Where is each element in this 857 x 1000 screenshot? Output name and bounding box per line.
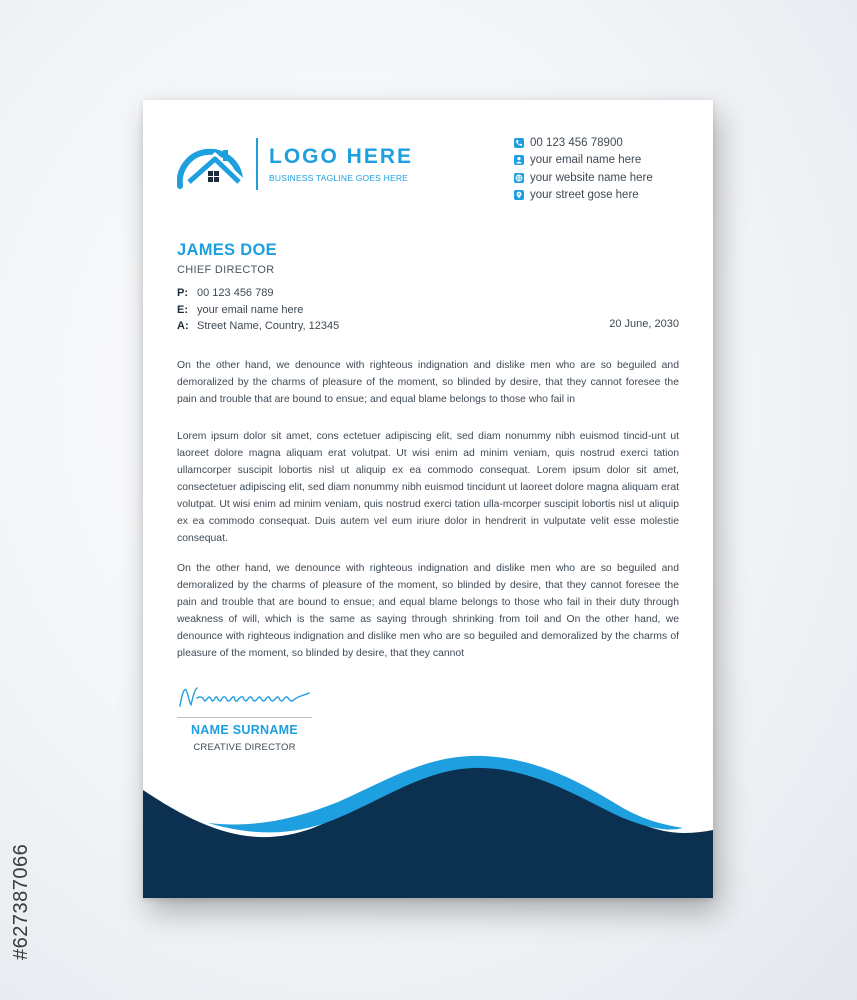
signatory-title: CREATIVE DIRECTOR — [193, 742, 296, 753]
sender-name: JAMES DOE — [177, 241, 277, 259]
sender-contact-details — [177, 287, 339, 337]
contact-address — [514, 187, 704, 205]
body-paragraph-3: On the other hand, we denounce with righteous indignation and dislike men who are so beguiled and demoralized by the charms of pleasure of the moment, so blinded by desire, that they cannot foresee the pain and trouble that are bound to ensue; and equal blame belongs to those who fail in their duty through weakness of will, which is the same as saying through shrinking from toil and On the other hand, we denounce with righteous indignation and dislike men who are so beguiled and demoralized by the charms of pleasure of the moment, so blinded by desire, that they cannot — [177, 563, 679, 659]
stock-id-text: #627387066 — [10, 843, 32, 960]
contact-phone — [514, 134, 704, 152]
phone-icon — [514, 138, 524, 148]
stock-id-label — [10, 760, 40, 960]
sender-address-row — [177, 320, 339, 337]
sender-phone-value: 00 123 456 789 — [197, 287, 274, 299]
sender-email-key: E: — [177, 303, 188, 316]
logo-title: LOGO HERE — [269, 145, 414, 168]
logo-tagline: BUSINESS TAGLINE GOES HERE — [269, 173, 409, 183]
handwritten-signature — [177, 684, 312, 712]
sender-role: CHIEF DIRECTOR — [177, 264, 275, 276]
contact-email — [514, 152, 704, 170]
letterhead-page — [143, 100, 713, 898]
contact-website — [514, 169, 704, 187]
signatory-name: NAME SURNAME — [190, 723, 299, 737]
signature-line — [177, 717, 312, 718]
globe-icon — [514, 173, 524, 183]
sender-email-row — [177, 304, 339, 321]
letter-date: 20 June, 2030 — [609, 318, 679, 330]
user-icon — [514, 155, 524, 165]
location-pin-icon — [514, 190, 524, 200]
sender-email-value: your email name here — [197, 303, 304, 316]
body-paragraph-2: Lorem ipsum dolor sit amet, cons ectetuer adipiscing elit, sed diam nonummy nibh euismod tincid-unt ut laoreet dolore magna aliquam erat volutpat. Ut wisi enim ad minim veniam, quis nostrud exerci tation ullamcorper suscipit lobortis nisl ut aliquip ex ea commodo consequat. Lorem ipsum dolor sit amet, consectetuer adipiscing elit, sed diam nonummy nibh euismod tincidunt ut laoreet dolore magna aliquam erat volutpat. Ut wisi enim ad minim veniam, quis nostrud exerci tation ulla-mcorper suscipit lobortis nisl ut aliquip ex ea commodo consequat. Duis autem vel eum iriure dolor in hendrerit in vulputate velit esse molestie consequat. — [177, 431, 679, 544]
logo — [177, 138, 427, 198]
contact-phone-text: 00 123 456 78900 — [530, 136, 623, 149]
sender-address-value: Street Name, Country, 12345 — [197, 320, 340, 332]
logo-divider — [256, 138, 258, 190]
contact-website-text: your website name here — [530, 171, 653, 184]
body-paragraph-1: On the other hand, we denounce with righteous indignation and dislike men who are so beguiled and demoralized by the charms of pleasure of the moment, so blinded by desire, that they cannot foresee the pain and trouble that are bound to ensue; and equal blame belongs to those who fail in — [177, 360, 679, 405]
contact-email-text: your email name here — [530, 154, 642, 167]
footer-wave-decoration — [143, 740, 713, 898]
contact-address-text: your street gose here — [530, 189, 639, 202]
sender-phone-key: P: — [177, 287, 188, 299]
header-contact-list — [514, 134, 704, 204]
sender-address-key: A: — [177, 320, 189, 332]
sender-phone-row — [177, 287, 339, 304]
house-roof-logo-icon — [177, 138, 247, 190]
